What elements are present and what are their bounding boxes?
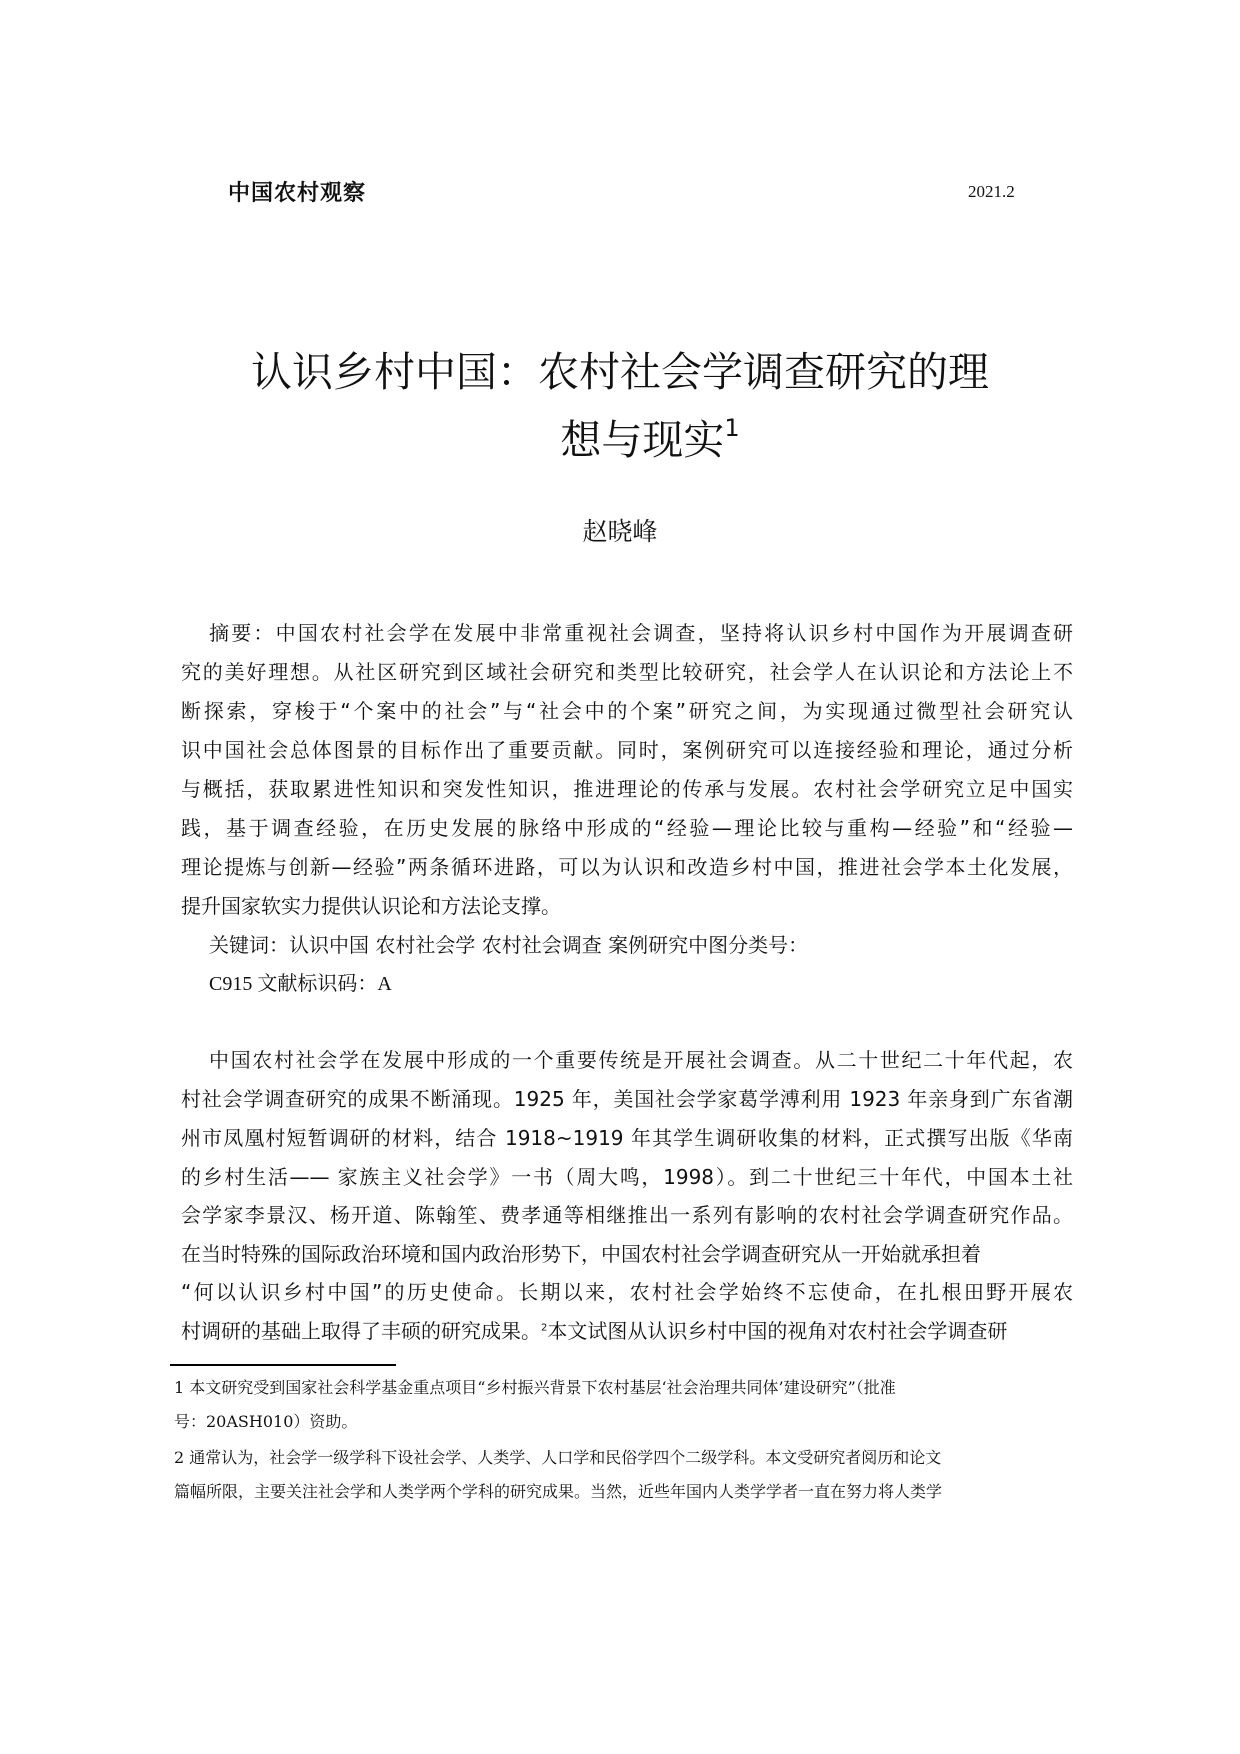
footnote-line: 2 通常认为，社会学一级学科下设社会学、人类学、人口学和民俗学四个二级学科。本文受研究者阅历和论文: [174, 1448, 942, 1467]
footnote-line: 篇幅所限，主要关注社会学和人类学两个学科的研究成果。当然，近些年国内人类学学者一直在努力将人类学: [174, 1482, 943, 1501]
body-text: 村调研的基础上取得了丰硕的研究成果。: [181, 1319, 541, 1343]
body-line: “何以认识乡村中国”的历史使命。长期以来，农村社会学始终不忘使命，在扎根田野开展农: [181, 1280, 1073, 1304]
footnote-line: 号：20ASH010）资助。: [174, 1412, 358, 1431]
classification: C915 文献标识码：A: [209, 973, 392, 995]
footnote-line: 1 本文研究受到国家社会科学基金重点项目“乡村振兴背景下农村基层‘社会治理共同体’建设研究”（批准: [174, 1378, 896, 1397]
body-line: 州市凤凰村短暂调研的材料，结合 1918~1919 年其学生调研收集的材料，正式撰写出版《华南: [181, 1126, 1073, 1150]
abstract-line: 摘要：中国农村社会学在发展中非常重视社会调查，坚持将认识乡村中国作为开展调查研: [209, 621, 1073, 645]
body-line: 中国农村社会学在发展中形成的一个重要传统是开展社会调查。从二十世纪二十年代起，农: [209, 1048, 1073, 1072]
footnote-separator: [170, 1364, 396, 1366]
body-line: 村社会学调查研究的成果不断涌现。1925 年，美国社会学家葛学溥利用 1923 年亲身到广东省潮: [181, 1087, 1073, 1111]
abstract-line: 究的美好理想。从社区研究到区域社会研究和类型比较研究，社会学人在认识论和方法论上不: [181, 660, 1073, 684]
article-title-line-2: [180, 414, 1120, 464]
body-text: 本文试图从认识乡村中国的视角对农村社会学调查研: [547, 1319, 1008, 1343]
abstract-line: 与概括，获取累进性知识和突发性知识，推进理论的传承与发展。农村社会学研究立足中国实: [181, 777, 1073, 801]
title-text: 想与现实: [560, 416, 725, 464]
article-title-line-1: 认识乡村中国：农村社会学调查研究的理: [251, 348, 989, 396]
author: 赵晓峰: [582, 517, 658, 546]
body-line: 在当时特殊的国际政治环境和国内政治形势下，中国农村社会学调查研究从一开始就承担着: [181, 1242, 981, 1266]
body-line: 会学家李景汉、杨开道、陈翰笙、费孝通等相继推出一系列有影响的农村社会学调查研究作品。: [181, 1203, 1073, 1227]
abstract-line: 断探索，穿梭于“个案中的社会”与“社会中的个案”研究之间，为实现通过微型社会研究认: [181, 699, 1073, 723]
title-footnote-mark: 1: [724, 414, 740, 442]
abstract-line: 识中国社会总体图景的目标作出了重要贡献。同时，案例研究可以连接经验和理论，通过分析: [181, 738, 1073, 762]
abstract-line: 践，基于调查经验，在历史发展的脉络中形成的“经验—理论比较与重构—经验”和“经验—: [181, 816, 1073, 840]
footnote-mark: 2: [541, 1322, 548, 1334]
abstract-line: 提升国家软实力提供认识论和方法论支撑。: [181, 894, 561, 918]
issue-number: 2021.2: [968, 182, 1015, 201]
abstract-line: 理论提炼与创新—经验”两条循环进路，可以为认识和改造乡村中国，推进社会学本土化发展，: [181, 855, 1073, 879]
journal-name: 中国农村观察: [228, 181, 367, 206]
body-line: 的乡村生活—— 家族主义社会学》一书（周大鸣，1998）。到二十世纪三十年代，中国本土社: [181, 1165, 1073, 1189]
body-line: [181, 1321, 1073, 1341]
keywords: 关键词：认识中国 农村社会学 农村社会调查 案例研究中图分类号：: [209, 933, 809, 957]
